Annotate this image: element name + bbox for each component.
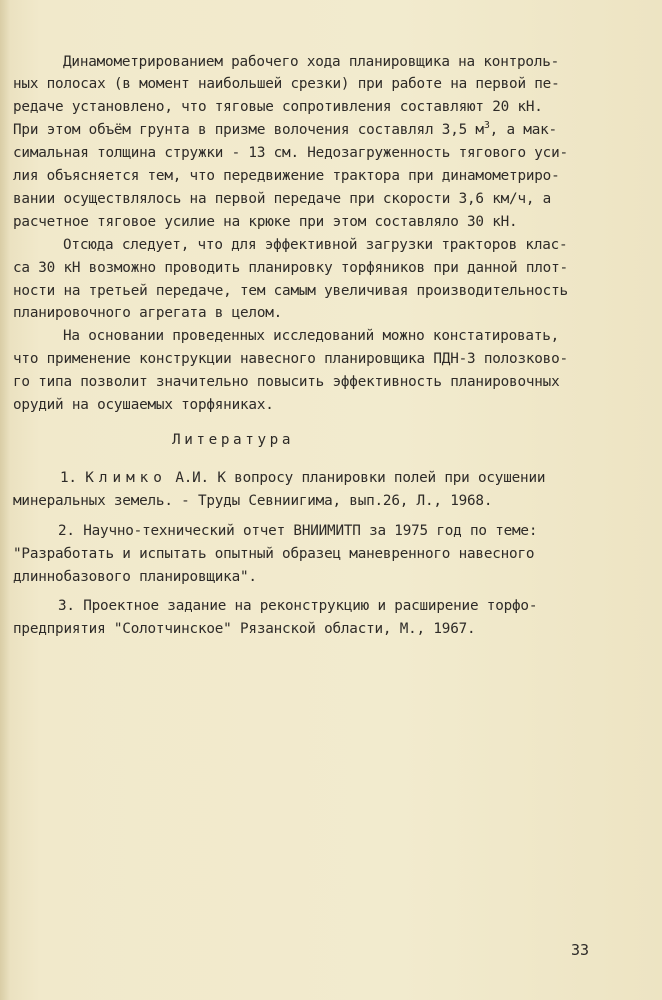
reference-2-line-3: длиннобазового планировщика".	[13, 569, 257, 585]
reference-1-line-2: минеральных земель. - Труды Севниигима, вып.26, Л., 1968.	[13, 493, 493, 509]
paragraph-3-line-2: что применение конструкции навесного планировщика ПДН-3 полозково-	[13, 351, 568, 367]
paragraph-2-line-4: планировочного агрегата в целом.	[13, 305, 283, 321]
reference-2-line-1: 2. Научно-технический отчет ВНИИМИТП за 1975 год по теме:	[58, 523, 538, 539]
paragraph-3-line-1: На основании проведенных исследований можно констатировать,	[63, 328, 560, 344]
paragraph-1-line-3: редаче установлено, что тяговые сопротивления составляют 20 кН.	[13, 99, 543, 115]
paragraph-1-line-7: вании осуществлялось на первой передаче при скорости 3,6 км/ч, а	[13, 191, 552, 207]
reference-1-line-1	[60, 468, 545, 488]
reference-3-line-1: 3. Проектное задание на реконструкцию и расширение торфо-	[58, 598, 538, 614]
paragraph-1-line-2: ных полосах (в момент наибольшей срезки) при работе на первой пе-	[13, 76, 560, 92]
reference-1-number: 1.	[60, 470, 77, 486]
paragraph-3-line-4: орудий на осушаемых торфяниках.	[13, 397, 274, 413]
page-spine-shadow	[0, 0, 10, 1000]
paragraph-2-line-2: са 30 кН возможно проводить планировку торфяников при данной плот-	[13, 260, 568, 276]
paragraph-2-line-3: ности на третьей передаче, тем самым увеличивая производительность	[13, 283, 568, 299]
paragraph-1-line-8: расчетное тяговое усилие на крюке при этом составляло 30 кН.	[13, 214, 518, 230]
paragraph-1-line-4	[13, 120, 557, 142]
reference-3-line-2: предприятия "Солотчинское" Рязанской области, М., 1967.	[13, 621, 476, 637]
paragraph-1-line-1: Динамометрированием рабочего хода планировщика на контроль-	[63, 54, 560, 70]
cubic-superscript: 3	[483, 120, 490, 131]
reference-2-line-2: "Разработать и испытать опытный образец маневренного навесного	[13, 546, 535, 562]
paragraph-1-line-6: лия объясняется тем, что передвижение трактора при динамометриро-	[13, 168, 560, 184]
paragraph-3-line-3: го типа позволит значительно повысить эффективность планировочных	[13, 374, 560, 390]
page-number: 33	[571, 941, 590, 959]
paragraph-1-line-4-text: При этом объём грунта в призме волочения составлял 3,5 м	[13, 122, 484, 138]
reference-1-author: Климко	[85, 470, 167, 486]
reference-1-line-1-rest: А.И. К вопросу планировки полей при осушении	[175, 470, 546, 486]
paragraph-1-line-5: симальная толщина стружки - 13 см. Недозагруженность тягового уси-	[13, 145, 568, 161]
paragraph-2-line-1: Отсюда следует, что для эффективной загрузки тракторов клас-	[63, 237, 568, 253]
references-heading: Литература	[172, 432, 295, 448]
paragraph-1-line-4-tail: , а мак-	[489, 122, 557, 138]
